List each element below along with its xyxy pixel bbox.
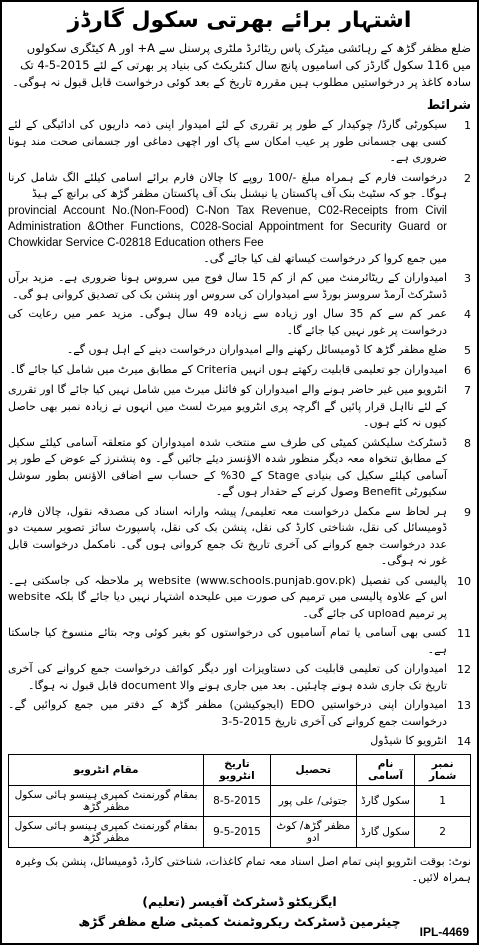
condition-number: 5 <box>464 344 471 357</box>
table-header-row <box>9 755 471 786</box>
condition-item <box>8 504 471 570</box>
condition-number: 7 <box>464 384 471 397</box>
condition-item <box>8 306 471 339</box>
signature-title: ایگزیکٹو ڈسٹرکٹ آفیسر (تعلیم) <box>142 894 337 909</box>
condition-number: 3 <box>464 272 471 285</box>
condition-text: انٹرویو کا شیڈول <box>370 734 447 747</box>
table-row <box>9 817 471 848</box>
note-text: نوٹ: بوقت انٹرویو اپنی تمام اصل اسناد معہ تمام کاغذات، شناختی کارڈ، ڈومیسائل، پنشن بک وغیرہ ہمراہ لائیں۔ <box>14 855 471 884</box>
condition-text: امیدواران جو تعلیمی قابلیت رکھتے ہوں انہیں Criteria کے مطابق میرٹ میں شامل کیا جائے گا۔ <box>9 363 447 376</box>
condition-text: انٹرویو میں غیر حاضر ہونے والے امیدواران کو فائنل میرٹ میں شامل نہیں کیا جائے گا اور تقرری کے لئے نااہل قرار پائیں گے اگرچہ پری انٹرویو میرٹ لسٹ میں انہوں نے زیادہ نمبر بھی حاصل کیوں نہ کئے ہوں۔ <box>8 383 447 429</box>
header-venue: مقام انٹرویو <box>9 755 204 786</box>
header-date: تاریخ انٹرویو <box>204 755 271 786</box>
condition-text: کسی بھی آسامی یا تمام آسامیوں کی درخواستوں کو بغیر کوئی وجہ بتائے منسوخ کیا جاسکتا ہے۔ <box>8 626 447 656</box>
header-tehsil: تحصیل <box>270 755 356 786</box>
condition-text: امیدواران اپنی درخواستیں EDO (ایجوکیشن) مظفر گڑھ کے دفتر میں جمع کروائیں گے۔ درخواست جمع کروانے کی آخری تاریخ 2015-5-3 <box>8 698 447 728</box>
condition-text: ضلع مظفر گڑھ کا ڈومیسائل رکھنے والے امیدواران درخواست دینے کے اہل ہوں گے۔ <box>66 343 447 356</box>
condition-text: درخواست فارم کے ہمراہ مبلغ -/100 روپے کا چالان فارم برائے اسامی کیلئے الگ شامل کرنا ہوگا۔ جو کہ سٹیٹ بنک آف پاکستان یا نیشنل بنک آف پاکستان مظفر گڑھ کی برانچ کے ہیڈ <box>8 170 447 200</box>
condition-item <box>8 661 471 694</box>
cell-venue: بمقام گورنمنٹ کمپری ہینسو ہائی سکول مظفر گڑھ <box>9 817 204 848</box>
condition-item <box>8 733 471 750</box>
condition-item <box>8 270 471 303</box>
condition-text: ڈسٹرکٹ سلیکشن کمیٹی کی طرف سے منتخب شدہ امیدواران کو متعلقہ آسامی کیلئے سکیل کے مطابق تنخواہ معہ دیگر منظور شدہ الاؤنسز دیئے جائیں گے۔ وہ پنشنرز کے عوض کے طور پر آسامی کیلئے سکیل کی بنیادی Stage کے 30% کے حساب سے اضافی الاؤنس بطور سوشل سکیورٹی Benefit وصول کرنے کے حقدار ہوں گے۔ <box>8 435 447 498</box>
condition-text-block <box>8 170 447 268</box>
header-post: نام آسامی <box>356 755 415 786</box>
condition-item <box>8 362 471 379</box>
conditions-heading: شرائط <box>426 98 471 113</box>
condition-number: 1 <box>464 119 471 132</box>
ipl-code: IPL-4469 <box>419 925 469 939</box>
condition-number: 13 <box>457 699 471 712</box>
cell-venue: بمقام گورنمنٹ کمپری ہینسو ہائی سکول مظفر گڑھ <box>9 786 204 817</box>
cell-tehsil: مظفر گڑھ/ کوٹ ادو <box>270 817 356 848</box>
condition-item <box>8 117 471 167</box>
condition-number: 6 <box>464 364 471 377</box>
intro-paragraph: ضلع مظفر گڑھ کے رہائشی میٹرک پاس ریٹائرڈ ملٹری پرسنل سے A+ اور A کیٹگری سکولوں میں 116 سکول گارڈز کی اسامیوں پانچ سال کنٹریکٹ کی بنیاد پر بھرتی کے لئے 2015-5-4 تک سادہ کاغذ پر درخواستیں مطلوب ہیں مقررہ تاریخ کے بعد کوئی درخواست قابل قبول نہ ہوگی۔ <box>12 41 471 89</box>
condition-text: ہر لحاظ سے مکمل درخواست معہ تعلیمی/ پیشہ وارانہ اسناد کی مصدقہ نقول، چالان فارم، ڈومیسائل کی نقل، شناختی کارڈ کی نقل، پنشن بک کی نقل، پاسپورٹ سائز تصویر سمیت دو عدد درخواست جمع کروانے کی آخری تاریخ تک جمع کروانی ہوں گی۔ نامکمل درخواست قابل غور نہ ہوگی۔ <box>8 504 447 567</box>
cell-serial: 1 <box>415 786 471 817</box>
condition-text-tail: میں جمع کروا کر درخواست کیساتھ لف کیا جائے گی۔ <box>203 251 447 265</box>
cell-date: 8-5-2015 <box>204 786 271 817</box>
condition-text: امیدواران کے ریٹائرمنٹ میں کم از کم 15 سال فوج میں سروس ہونا ضروری ہے۔ مزید برآں ڈسٹرکٹ آرمڈ سروسز بورڈ سے امیدواران کی سروس اور پنشن بک کی تصدیق کروانی ہو گی۔ <box>8 271 447 301</box>
condition-number: 14 <box>457 735 471 748</box>
condition-number: 10 <box>457 574 471 588</box>
condition-item <box>8 573 471 623</box>
header-serial: نمبر شمار <box>415 755 471 786</box>
account-head-english: provincial Account No.(Non-Food) C-Non Tax Revenue, C02-Receipts from Civil Administration &Other Functions, C028-Social Appointment for Security Guard or Chowkidar Service C-02818 Education others Fee <box>8 204 447 249</box>
condition-item <box>8 170 471 268</box>
condition-number: 12 <box>457 663 471 676</box>
condition-item <box>8 342 471 359</box>
condition-number: 4 <box>464 308 471 321</box>
condition-item <box>8 435 471 501</box>
condition-item <box>8 697 471 730</box>
condition-text: امیدواران کی تعلیمی قابلیت کی دستاویزات اور دیگر کوائف درخواست جمع کروانے کی آخری تاریخ تک جاری شدہ ہونے چاہئیں۔ بعد میں جاری ہونے والا document قابل قبول نہ ہوگا۔ <box>8 662 447 692</box>
conditions-list <box>8 117 471 750</box>
condition-item <box>8 625 471 658</box>
cell-post: سکول گارڈ <box>356 786 415 817</box>
condition-text: سیکورٹی گارڈ/ چوکیدار کے طور پر تقرری کے لئے امیدوار اپنی ذمہ داریوں کی ادائیگی کے لئے کسی بھی جسمانی طور پر عیب امکان سے پاک اور اچھی دماغی اور جسمانی صحت مند ہونا ضروری ہے۔ <box>8 118 447 164</box>
ad-title: اشتہار برائے بھرتی سکول گارڈز <box>67 8 412 33</box>
condition-item <box>8 382 471 432</box>
cell-serial: 2 <box>415 817 471 848</box>
cell-date: 9-5-2015 <box>204 817 271 848</box>
interview-schedule-table <box>8 754 471 848</box>
condition-number: 8 <box>464 436 471 450</box>
condition-number: 9 <box>464 505 471 519</box>
condition-text: پالیسی کی تفصیل website (www.schools.punjab.gov.pk) پر ملاحظہ کی جاسکتی ہے۔ اس کے علاوہ پالیسی میں ترمیم کی صورت میں علیحدہ اشتہار نہیں دیا جائے گا بلکہ website پر ترمیم upload کی جائے گی۔ <box>8 573 447 620</box>
cell-post: سکول گارڈ <box>356 817 415 848</box>
condition-number: 11 <box>457 627 471 640</box>
table-row <box>9 786 471 817</box>
signature-block <box>8 892 471 932</box>
condition-number: 2 <box>464 171 471 185</box>
condition-text: عمر کم سے کم 35 سال اور زیادہ سے زیادہ 49 سال ہوگی۔ مزید عمر میں رعایت کی درخواست پر غور نہیں کیا جائے گا۔ <box>8 307 447 337</box>
signature-subtitle: چیئرمین ڈسٹرکٹ ریکروٹمنٹ کمیٹی ضلع مظفر گڑھ <box>78 914 401 929</box>
cell-tehsil: جتوئی/ علی پور <box>270 786 356 817</box>
